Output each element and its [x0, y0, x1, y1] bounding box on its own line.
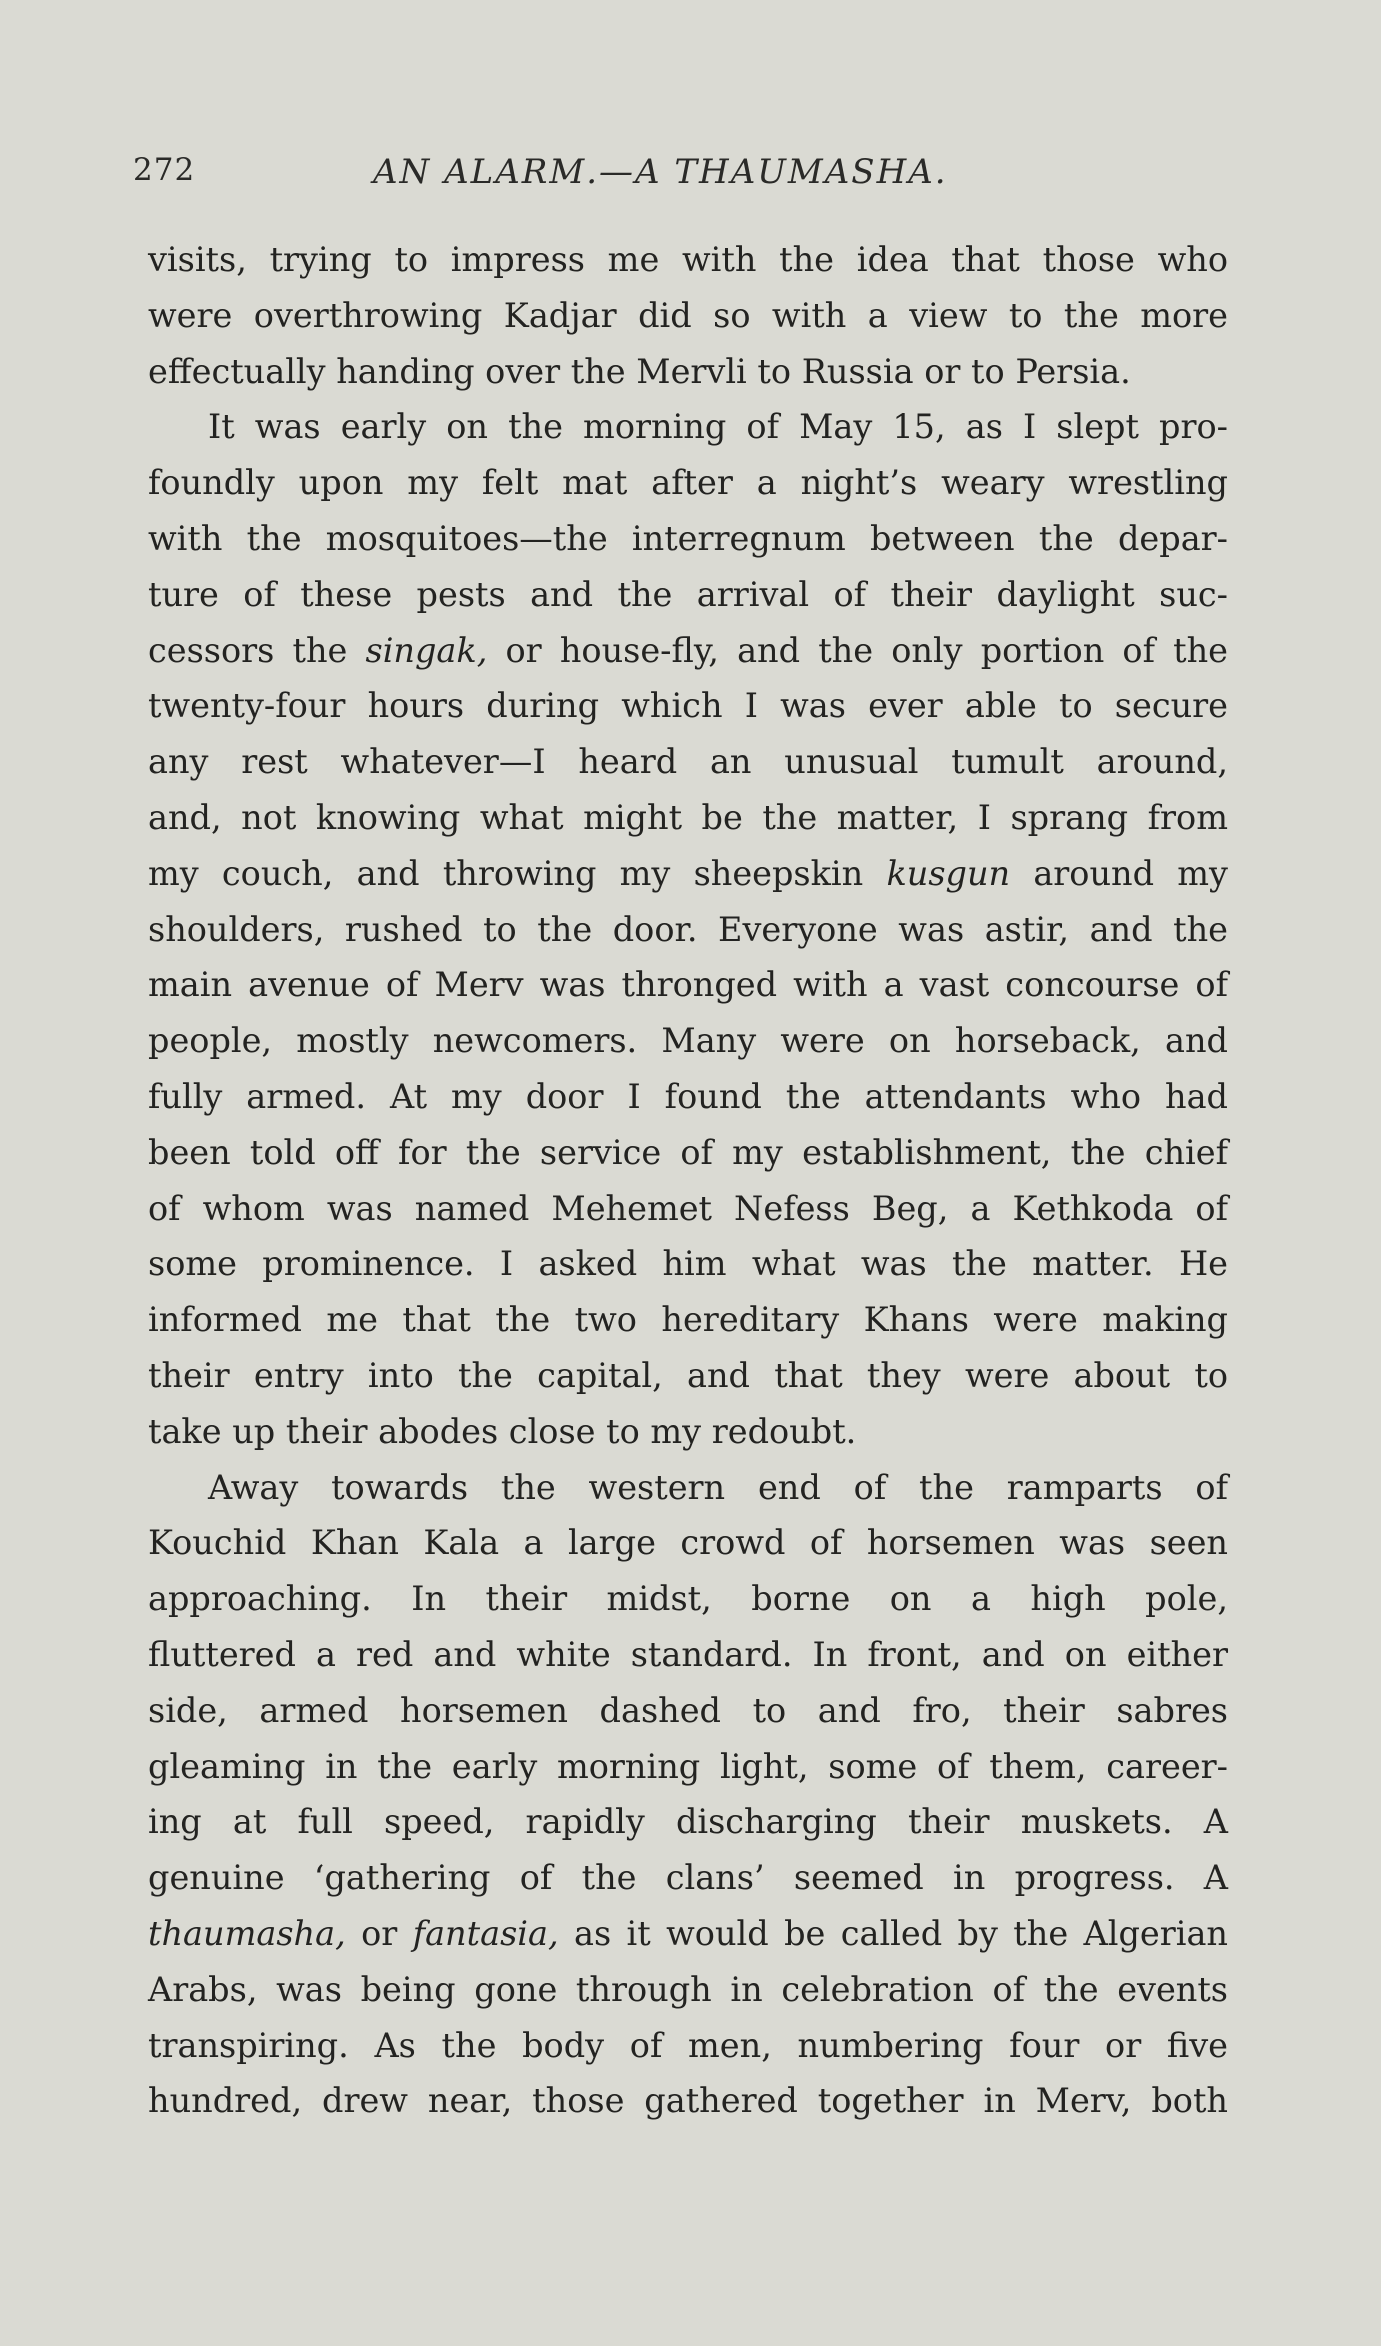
text-line: ture of these pests and the arrival of their daylight suc-: [148, 574, 1228, 614]
text-line: people, mostly newcomers. Many were on horseback, and: [148, 1021, 1228, 1061]
text-line: Away towards the western end of the ramparts of: [208, 1467, 1228, 1507]
text-line: with the mosquitoes—the interregnum between the depar-: [148, 518, 1228, 558]
text-span: as it would be called by the Algerian: [558, 1913, 1229, 1953]
body-text: [148, 232, 1228, 2129]
paragraph-2: [148, 399, 1228, 1459]
text-line: some prominence. I asked him what was the matter. He: [148, 1244, 1228, 1284]
text-line: take up their abodes close to my redoubt.: [148, 1411, 857, 1451]
text-line: side, armed horsemen dashed to and fro, their sabres: [148, 1690, 1228, 1730]
text-span: cessors the: [148, 630, 366, 670]
text-line: Kouchid Khan Kala a large crowd of horsemen was seen: [148, 1523, 1228, 1563]
text-line: informed me that the two hereditary Khans were making: [148, 1300, 1228, 1340]
page-number: 272: [133, 152, 196, 188]
text-line: twenty-four hours during which I was ever able to secure: [148, 686, 1228, 726]
text-line: [148, 846, 1228, 902]
running-head: AN ALARM.—A THAUMASHA.: [373, 152, 948, 192]
text-line: main avenue of Merv was thronged with a vast concourse of: [148, 965, 1228, 1005]
text-line: ing at full speed, rapidly discharging their muskets. A: [148, 1802, 1228, 1842]
text-line: their entry into the capital, and that they were about to: [148, 1355, 1228, 1395]
text-line: Arabs, was being gone through in celebration of the events: [148, 1969, 1228, 2009]
text-line: approaching. In their midst, borne on a high pole,: [148, 1579, 1228, 1619]
paragraph-1: [148, 232, 1228, 399]
text-span: my couch, and throwing my sheepskin: [148, 853, 887, 893]
page-header: [133, 152, 1228, 202]
text-line: were overthrowing Kadjar did so with a view to the more: [148, 295, 1228, 335]
text-line: and, not knowing what might be the matter, I sprang from: [148, 797, 1228, 837]
text-line: It was early on the morning of May 15, as I slept pro-: [208, 407, 1228, 447]
text-line: any rest whatever—I heard an unusual tumult around,: [148, 742, 1228, 782]
text-line: [148, 623, 1228, 679]
text-span: around my: [1010, 853, 1228, 893]
text-span: or house-fly, and the only portion of the: [487, 630, 1228, 670]
text-line: fluttered a red and white standard. In front, and on either: [148, 1634, 1228, 1674]
text-line: genuine ‘gathering of the clans’ seemed in progress. A: [148, 1858, 1228, 1898]
italic-word-thaumasha: thaumasha,: [148, 1913, 346, 1953]
text-line: effectually handing over the Mervli to Russia or to Persia.: [148, 351, 1131, 391]
text-line: [148, 1906, 1228, 1962]
text-line: foundly upon my felt mat after a night’s weary wrestling: [148, 463, 1228, 503]
text-line: of whom was named Mehemet Nefess Beg, a Kethkoda of: [148, 1188, 1228, 1228]
text-line: fully armed. At my door I found the attendants who had: [148, 1076, 1228, 1116]
text-line: visits, trying to impress me with the idea that those who: [148, 240, 1228, 279]
italic-word-singak: singak,: [365, 630, 488, 670]
text-span: or: [345, 1913, 413, 1953]
paragraph-3: [148, 1460, 1228, 2130]
italic-word-kusgun: kusgun: [886, 853, 1011, 893]
text-line: shoulders, rushed to the door. Everyone was astir, and the: [148, 909, 1228, 949]
text-line: hundred, drew near, those gathered together in Merv, both: [148, 2081, 1228, 2121]
italic-word-fantasia: fantasia,: [412, 1913, 559, 1953]
text-line: gleaming in the early morning light, some of them, career-: [148, 1746, 1228, 1786]
text-line: been told off for the service of my establishment, the chief: [148, 1132, 1228, 1172]
text-line: transpiring. As the body of men, numbering four or five: [148, 2025, 1228, 2065]
